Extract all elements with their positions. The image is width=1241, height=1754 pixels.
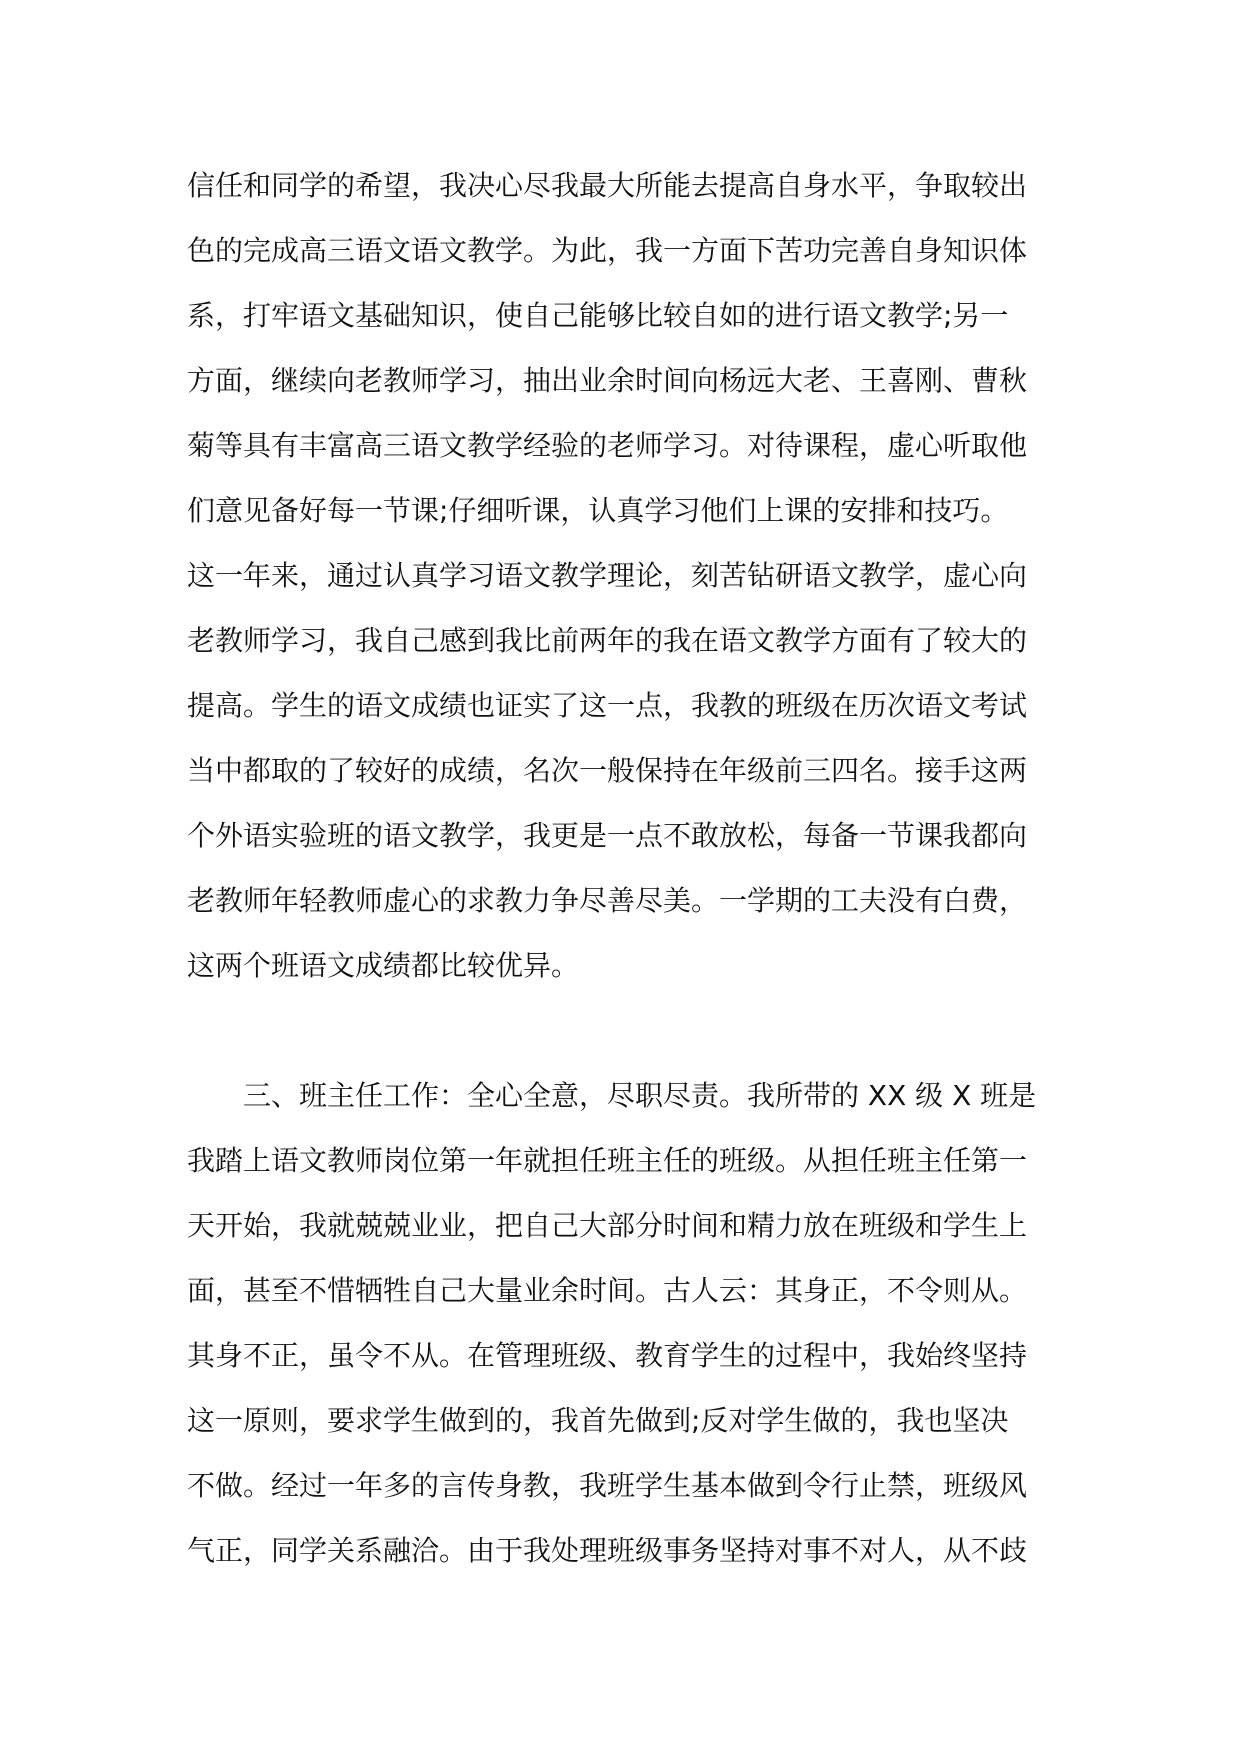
text-line: 老教师学习，我自己感到我比前两年的我在语文教学方面有了较大的 [187, 624, 1028, 657]
text-line: 系，打牢语文基础知识，使自己能够比较自如的进行语文教学;另一 [187, 299, 1009, 332]
text-line: 们意见备好每一节课;仔细听课，认真学习他们上课的安排和技巧。 [187, 494, 1009, 527]
text-line: 这一原则，要求学生做到的，我首先做到;反对学生做的，我也坚决 [187, 1404, 1009, 1437]
text-line: 个外语实验班的语文教学，我更是一点不敢放松，每备一节课我都向 [187, 819, 1028, 852]
text-line: 提高。学生的语文成绩也证实了这一点，我教的班级在历次语文考试 [187, 689, 1028, 722]
text-line: 老教师年轻教师虚心的求教力争尽善尽美。一学期的工夫没有白费， [187, 884, 1028, 917]
text-line: 菊等具有丰富高三语文教学经验的老师学习。对待课程，虚心听取他 [187, 429, 1028, 462]
text-line: 信任和同学的希望，我决心尽我最大所能去提高自身水平，争取较出 [187, 169, 1028, 202]
paragraph-teaching [187, 153, 1087, 998]
text-line: 天开始，我就兢兢业业，把自己大部分时间和精力放在班级和学生上 [187, 1209, 1028, 1242]
text-line: 不做。经过一年多的言传身教，我班学生基本做到令行止禁，班级风 [187, 1469, 1028, 1502]
text-line: 三、班主任工作：全心全意，尽职尽责。我所带的 XX 级 X 班是 [187, 1079, 1037, 1112]
paragraph-head-teacher [187, 1063, 1087, 1583]
text-line: 方面，继续向老教师学习，抽出业余时间向杨远大老、王喜刚、曹秋 [187, 364, 1028, 397]
text-line: 色的完成高三语文语文教学。为此，我一方面下苦功完善自身知识体 [187, 234, 1028, 267]
text-line: 其身不正，虽令不从。在管理班级、教育学生的过程中，我始终坚持 [187, 1339, 1028, 1372]
text-line: 面，甚至不惜牺牲自己大量业余时间。古人云：其身正，不令则从。 [187, 1274, 1028, 1307]
text-line: 当中都取的了较好的成绩，名次一般保持在年级前三四名。接手这两 [187, 754, 1028, 787]
text-line: 我踏上语文教师岗位第一年就担任班主任的班级。从担任班主任第一 [187, 1144, 1028, 1177]
text-line: 这两个班语文成绩都比较优异。 [187, 949, 580, 982]
text-line: 气正，同学关系融洽。由于我处理班级事务坚持对事不对人，从不歧 [187, 1534, 1028, 1567]
text-line: 这一年来，通过认真学习语文教学理论，刻苦钻研语文教学，虚心向 [187, 559, 1028, 592]
